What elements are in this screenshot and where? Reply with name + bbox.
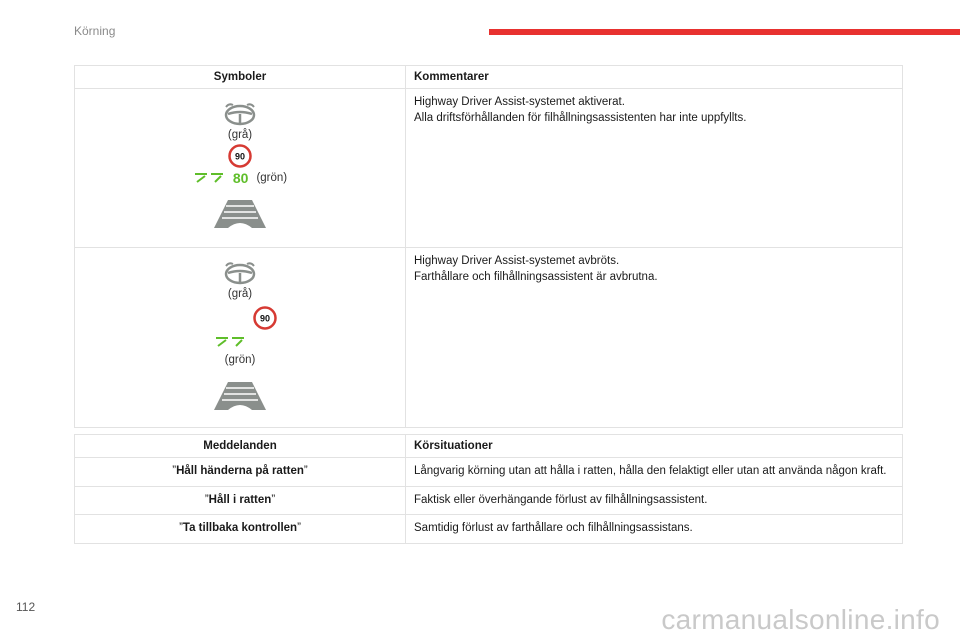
message-cell: ”Ta tillbaka kontrollen” bbox=[75, 515, 406, 544]
situation-cell: Långvarig körning utan att hålla i ratten, hålla den felaktigt eller utan att använda någon kraft. bbox=[406, 458, 903, 487]
green-label: (grön) bbox=[224, 354, 256, 366]
steering-hands-gray-icon bbox=[223, 260, 257, 286]
messages-table bbox=[74, 434, 903, 544]
symbols-table bbox=[74, 65, 903, 428]
comment-2-line1: Highway Driver Assist-systemet avbröts. bbox=[414, 255, 620, 267]
message-text: Ta tillbaka kontrollen bbox=[182, 522, 298, 535]
green-label: (grön) bbox=[256, 172, 288, 184]
speed-limit-value: 90 bbox=[234, 151, 246, 162]
symbols-cell-2 bbox=[75, 248, 406, 428]
message-text: Håll händerna på ratten bbox=[176, 465, 304, 477]
lane-assist-green-icon bbox=[214, 334, 246, 350]
situation-cell: Samtidig förlust av farthållare och filhållningsassistans. bbox=[406, 515, 903, 544]
comment-1-line2: Alla driftsförhållanden för filhållningsassistenten har inte uppfyllts. bbox=[414, 111, 747, 124]
situation-cell: Faktisk eller överhängande förlust av filhållningsassistent. bbox=[406, 486, 903, 515]
comment-cell-2 bbox=[406, 248, 903, 428]
steering-gray-label: (grå) bbox=[227, 129, 253, 141]
header-symbols: Symboler bbox=[75, 66, 406, 89]
speed-limit-sign-icon bbox=[253, 306, 277, 330]
green-speed-value: 80 bbox=[232, 170, 249, 186]
speed-limit-value: 90 bbox=[259, 313, 271, 324]
message-text: Håll i ratten bbox=[208, 493, 272, 506]
accent-bar bbox=[489, 29, 960, 35]
header-situations: Körsituationer bbox=[406, 435, 903, 458]
table-row bbox=[75, 486, 903, 515]
header-comments: Kommentarer bbox=[406, 66, 903, 89]
table-row bbox=[75, 458, 903, 487]
steering-hands-gray-icon bbox=[223, 101, 257, 127]
header-messages: Meddelanden bbox=[75, 435, 406, 458]
table-row bbox=[75, 515, 903, 544]
watermark: carmanualsonline.info bbox=[661, 604, 940, 635]
section-label: Körning bbox=[74, 24, 116, 38]
road-lane-icon bbox=[214, 380, 266, 410]
speed-limit-sign-icon bbox=[228, 144, 252, 168]
comment-1-line1: Highway Driver Assist-systemet aktiverat. bbox=[414, 96, 625, 108]
road-lane-icon bbox=[214, 198, 266, 228]
comment-cell-1 bbox=[406, 89, 903, 248]
steering-gray-label: (grå) bbox=[227, 288, 253, 300]
lane-assist-green-icon bbox=[193, 170, 225, 186]
symbols-cell-1 bbox=[75, 89, 406, 248]
message-cell: ”Håll händerna på ratten” bbox=[75, 458, 406, 487]
message-cell: ”Håll i ratten” bbox=[75, 486, 406, 515]
comment-2-line2: Farthållare och filhållningsassistent är avbrutna. bbox=[414, 270, 658, 283]
page-number: 112 bbox=[16, 600, 36, 614]
